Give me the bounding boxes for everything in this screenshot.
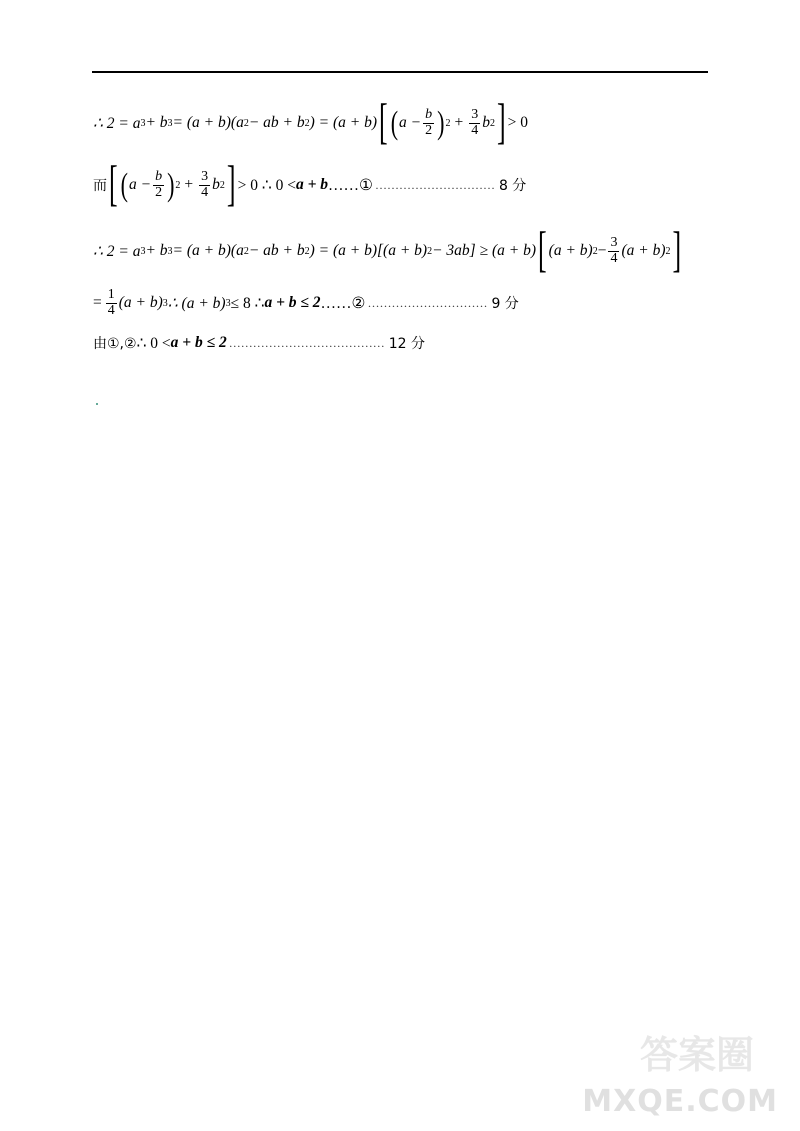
expr-bold: a + b ≤ 2 — [170, 334, 227, 351]
exponent: 3 — [140, 117, 146, 129]
stray-dot — [96, 403, 98, 405]
exponent: 2 — [219, 179, 225, 191]
bracket-open: [ — [538, 222, 547, 278]
exponent: 3 — [140, 245, 146, 257]
expr-text: − 3ab] ≥ (a + b) — [432, 242, 536, 260]
equation-line-4 — [93, 288, 519, 318]
lead-word: 由①,② — [93, 336, 137, 352]
score-label: 8 分 — [498, 178, 527, 195]
bracket-close: ] — [496, 94, 506, 150]
fraction: $\frac{b}{2}$ — [425, 107, 433, 138]
exponent: 3 — [167, 245, 173, 257]
equation-line-1 — [93, 94, 528, 150]
fraction: $\frac{b}{2}$ — [155, 169, 163, 200]
watermark-latin: MXQE.COM — [582, 1084, 778, 1119]
expr-text: ) = (a + b)[(a + b) — [309, 242, 428, 260]
expr-text: > 0 ∴ 0 < — [237, 176, 296, 194]
exponent: 3 — [162, 297, 168, 309]
exponent: 2 — [243, 117, 249, 129]
exponent: 2 — [592, 245, 598, 257]
bracket-open: [ — [109, 156, 118, 212]
expr-text: + b — [145, 114, 168, 132]
expr-text: (a + b) — [118, 294, 163, 312]
exponent: 2 — [304, 245, 310, 257]
expr-bold: a + b — [295, 176, 329, 194]
expr-text: ∴ 2 = a — [93, 114, 141, 132]
exponent: 2 — [489, 117, 495, 129]
expr-text: a − — [399, 114, 422, 132]
expr-text: − ab + b — [248, 114, 305, 132]
expr-text: = (a + b)(a — [172, 114, 244, 132]
step-marker: ……② — [320, 294, 366, 312]
fraction: $\frac{1}{4}$ — [107, 287, 115, 318]
paren-close: ) — [167, 165, 175, 204]
leader-dots: ………………………… — [367, 295, 488, 310]
expr-text: (a + b) — [621, 242, 666, 260]
expr-text: ∴ 2 = a — [93, 242, 141, 260]
leader-dots: ………………………………… — [228, 335, 385, 350]
expr-text: a − — [129, 176, 152, 194]
paren-close: ) — [437, 103, 445, 142]
equation-line-5 — [93, 333, 425, 353]
operator: − — [597, 242, 607, 260]
exponent: 3 — [167, 117, 173, 129]
expr-text: > 0 — [507, 114, 528, 132]
equation-line-2 — [93, 156, 527, 212]
watermark — [582, 1009, 782, 1119]
expr-text: − ab + b — [248, 242, 305, 260]
paren-open: ( — [120, 165, 128, 204]
expr-text: b — [212, 176, 220, 194]
expr-text: + b — [145, 242, 168, 260]
expr-bold: a + b ≤ 2 — [264, 294, 321, 312]
operator: + — [454, 114, 464, 132]
bracket-open: [ — [379, 94, 388, 150]
step-marker: ……① — [328, 176, 373, 194]
score-label: 12 分 — [388, 336, 426, 352]
leader-dots: ………………………… — [374, 177, 495, 192]
fraction: $\frac{3}{4}$ — [610, 235, 618, 266]
exponent: 2 — [304, 117, 310, 129]
operator: = — [93, 294, 102, 312]
header-rule — [92, 71, 708, 73]
exponent: 2 — [445, 117, 451, 129]
expr-text: = (a + b)(a — [172, 242, 244, 260]
exponent: 2 — [427, 245, 433, 257]
expr-text: ∴ 0 < — [136, 334, 171, 352]
lead-word: 而 — [93, 178, 107, 195]
exponent: 2 — [243, 245, 249, 257]
expr-text: (a + b) — [548, 242, 593, 260]
watermark-cjk: 答案圈 — [639, 1033, 754, 1077]
paren-open: ( — [390, 103, 399, 142]
score-label: 9 分 — [491, 296, 519, 313]
equation-line-3 — [93, 222, 683, 278]
exponent: 2 — [175, 179, 181, 191]
fraction: $\frac{3}{4}$ — [471, 107, 479, 138]
bracket-close: ] — [672, 222, 682, 278]
bracket-close: ] — [226, 156, 236, 212]
expr-text: ∴ (a + b) — [167, 294, 226, 312]
fraction: $\frac{3}{4}$ — [201, 169, 209, 200]
expr-text: ) = (a + b) — [309, 114, 378, 132]
expr-text: b — [482, 114, 490, 132]
operator: + — [184, 176, 194, 194]
expr-text: ≤ 8 ∴ — [230, 294, 265, 312]
exponent: 2 — [665, 245, 671, 257]
exponent: 3 — [225, 297, 231, 309]
